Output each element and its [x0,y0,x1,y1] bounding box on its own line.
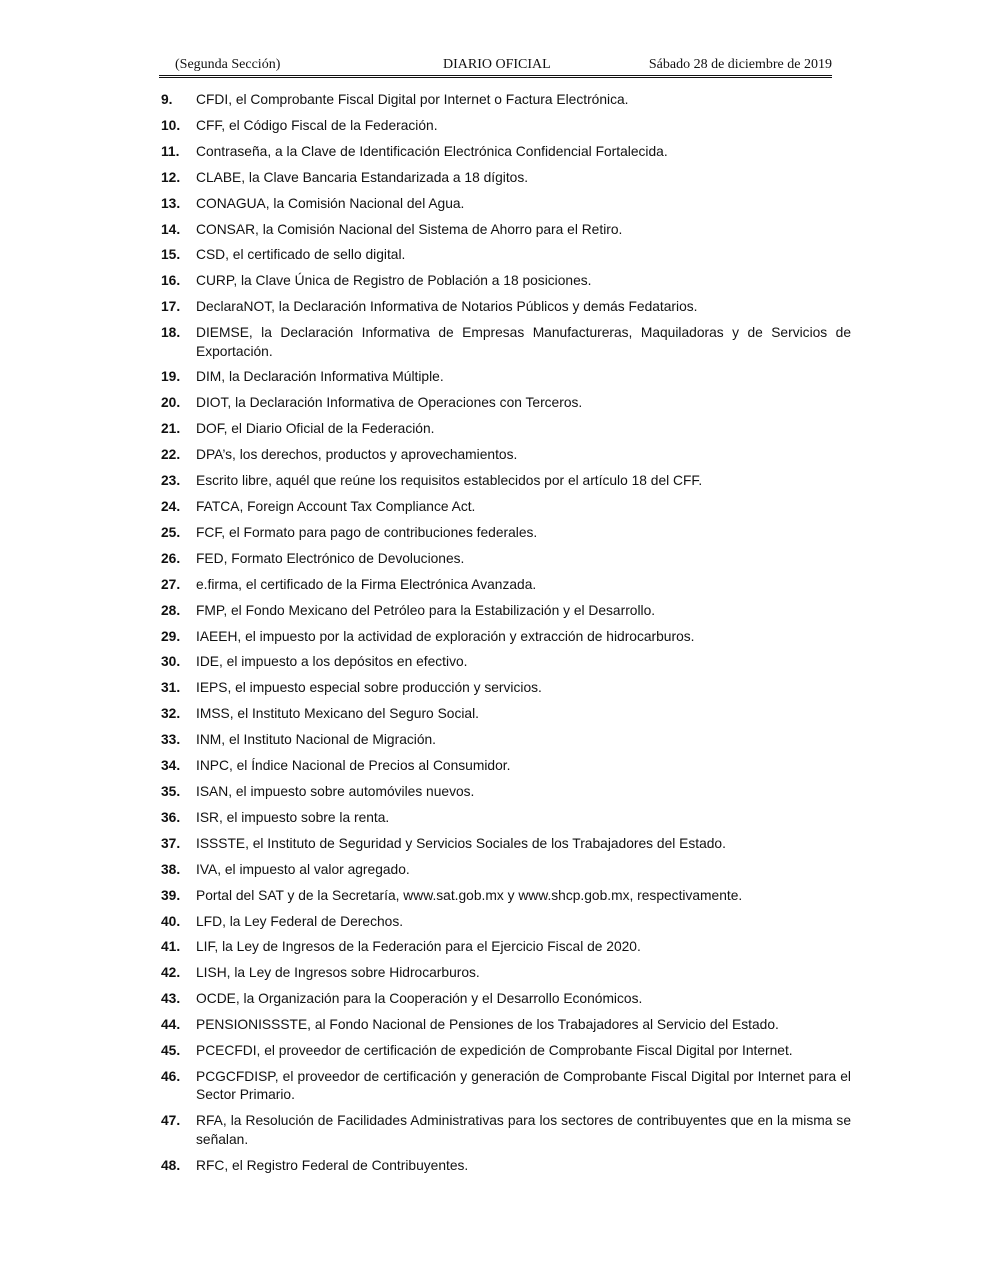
item-number: 18. [161,325,181,341]
item-text: DIM, la Declaración Informativa Múltiple. [196,369,444,385]
item-number: 23. [161,473,181,489]
list-item [161,117,851,135]
list-item [161,394,851,412]
list-item [161,835,851,853]
item-text: LFD, la Ley Federal de Derechos. [196,913,404,929]
item-number: 33. [161,732,181,748]
item-number: 12. [161,169,181,185]
list-item [161,653,851,671]
list-item [161,498,851,516]
item-number: 41. [161,939,181,955]
list-item [161,324,851,361]
list-item [161,550,851,568]
item-number: 40. [161,913,181,929]
item-text: CONAGUA, la Comisión Nacional del Agua. [196,195,465,211]
item-number: 32. [161,706,181,722]
list-item [161,679,851,697]
list-item [161,783,851,801]
list-item [161,731,851,749]
list-item [161,1157,851,1175]
list-item [161,705,851,723]
list-item [161,938,851,956]
list-item [161,524,851,542]
item-text: CFF, el Código Fiscal de la Federación. [196,117,438,133]
list-item [161,576,851,594]
definitions-list [161,91,851,1182]
list-item [161,1042,851,1060]
item-text: IVA, el impuesto al valor agregado. [196,861,410,877]
list-item [161,1112,851,1149]
item-number: 46. [161,1068,181,1084]
item-text: ISR, el impuesto sobre la renta. [196,809,390,825]
item-text: e.firma, el certificado de la Firma Electrónica Avanzada. [196,576,537,592]
item-text: CURP, la Clave Única de Registro de Población a 18 posiciones. [196,273,592,289]
list-item [161,809,851,827]
item-number: 42. [161,965,181,981]
item-text: PENSIONISSSTE, al Fondo Nacional de Pensiones de los Trabajadores al Servicio del Estado. [196,1017,779,1033]
item-text: FMP, el Fondo Mexicano del Petróleo para la Estabilización y el Desarrollo. [196,602,656,618]
list-item [161,1068,851,1105]
list-item [161,272,851,290]
item-text: ISAN, el impuesto sobre automóviles nuevos. [196,783,475,799]
item-text: OCDE, la Organización para la Cooperación y el Desarrollo Económicos. [196,991,643,1007]
header-publication: DIARIO OFICIAL [443,57,551,72]
header-rule-bottom [159,77,832,78]
item-text: DPA’s, los derechos, productos y aprovechamientos. [196,447,518,463]
item-text: CSD, el certificado de sello digital. [196,247,406,263]
list-item [161,195,851,213]
list-item [161,368,851,386]
list-item [161,1016,851,1034]
item-number: 45. [161,1043,181,1059]
item-number: 48. [161,1157,181,1173]
item-number: 27. [161,576,181,592]
item-number: 35. [161,783,181,799]
item-text: CFDI, el Comprobante Fiscal Digital por Internet o Factura Electrónica. [196,92,629,107]
item-text: ISSSTE, el Instituto de Seguridad y Servicios Sociales de los Trabajadores del Estado. [196,835,726,851]
item-number: 24. [161,499,181,514]
item-text: DIEMSE, la Declaración Informativa de Empresas Manufactureras, Maquiladoras y de Servicios de Exportación. [196,325,851,359]
item-text: PCGCFDISP, el proveedor de certificación y generación de Comprobante Fiscal Digital por Internet para el Sector Primario. [196,1068,851,1103]
item-text: INPC, el Índice Nacional de Precios al Consumidor. [196,758,511,774]
item-number: 16. [161,273,181,289]
item-text: FCF, el Formato para pago de contribuciones federales. [196,524,538,540]
item-number: 39. [161,887,181,903]
item-number: 21. [161,421,181,437]
item-number: 13. [161,195,181,211]
item-number: 44. [161,1017,181,1033]
item-number: 38. [161,861,181,877]
list-item [161,298,851,316]
item-text: RFC, el Registro Federal de Contribuyentes. [196,1157,469,1173]
item-text: LISH, la Ley de Ingresos sobre Hidrocarburos. [196,965,480,981]
item-text: LIF, la Ley de Ingresos de la Federación para el Ejercicio Fiscal de 2020. [196,939,641,955]
item-number: 25. [161,524,181,540]
header-date: Sábado 28 de diciembre de 2019 [648,57,832,72]
item-number: 47. [161,1113,181,1129]
item-text: CONSAR, la Comisión Nacional del Sistema de Ahorro para el Retiro. [196,221,623,237]
item-number: 30. [161,654,181,670]
list-item [161,169,851,187]
list-item [161,990,851,1008]
item-text: Contraseña, a la Clave de Identificación Electrónica Confidencial Fortalecida. [196,143,668,159]
item-text: IAEEH, el impuesto por la actividad de exploración y extracción de hidrocarburos. [196,628,695,644]
list-item [161,143,851,161]
item-number: 43. [161,991,181,1007]
item-number: 36. [161,809,181,825]
page-header [159,57,832,75]
list-item [161,861,851,879]
list-item [161,91,851,109]
item-text: IMSS, el Instituto Mexicano del Seguro Social. [196,706,479,722]
item-text: FED, Formato Electrónico de Devoluciones. [196,550,465,566]
header-rule-top [159,75,832,76]
item-text: IEPS, el impuesto especial sobre producción y servicios. [196,680,542,696]
item-text: DeclaraNOT, la Declaración Informativa de Notarios Públicos y demás Fedatarios. [196,299,698,315]
item-number: 11. [161,143,180,159]
item-number: 37. [161,835,181,851]
list-item [161,446,851,464]
item-text: INM, el Instituto Nacional de Migración. [196,732,437,748]
header-section: (Segunda Sección) [175,57,281,72]
item-number: 15. [161,247,181,263]
list-item [161,246,851,264]
item-text: Portal del SAT y de la Secretaría, www.sat.gob.mx y www.shcp.gob.mx, respectivamente. [196,887,743,903]
item-number: 26. [161,550,181,566]
item-text: IDE, el impuesto a los depósitos en efectivo. [196,654,468,670]
item-number: 34. [161,758,181,774]
list-item [161,472,851,490]
list-item [161,628,851,646]
list-item [161,420,851,438]
item-number: 9. [161,92,173,107]
item-number: 17. [161,299,181,315]
list-item [161,757,851,775]
list-item [161,913,851,931]
item-number: 19. [161,369,181,385]
item-text: DIOT, la Declaración Informativa de Operaciones con Terceros. [196,395,583,411]
item-text: FATCA, Foreign Account Tax Compliance Act. [196,499,476,514]
list-item [161,964,851,982]
item-text: Escrito libre, aquél que reúne los requisitos establecidos por el artículo 18 del CFF. [196,473,703,489]
list-item [161,887,851,905]
item-number: 22. [161,447,181,463]
item-number: 10. [161,117,181,133]
list-item [161,221,851,239]
item-number: 20. [161,395,181,411]
item-number: 28. [161,602,181,618]
item-number: 31. [161,680,181,696]
item-text: DOF, el Diario Oficial de la Federación. [196,421,435,437]
item-text: CLABE, la Clave Bancaria Estandarizada a 18 dígitos. [196,169,529,185]
item-number: 14. [161,221,181,237]
item-text: RFA, la Resolución de Facilidades Administrativas para los sectores de contribuyentes que en la misma se señalan. [196,1113,851,1147]
item-number: 29. [161,628,181,644]
item-text: PCECFDI, el proveedor de certificación de expedición de Comprobante Fiscal Digital por Internet. [196,1043,793,1059]
list-item [161,602,851,620]
